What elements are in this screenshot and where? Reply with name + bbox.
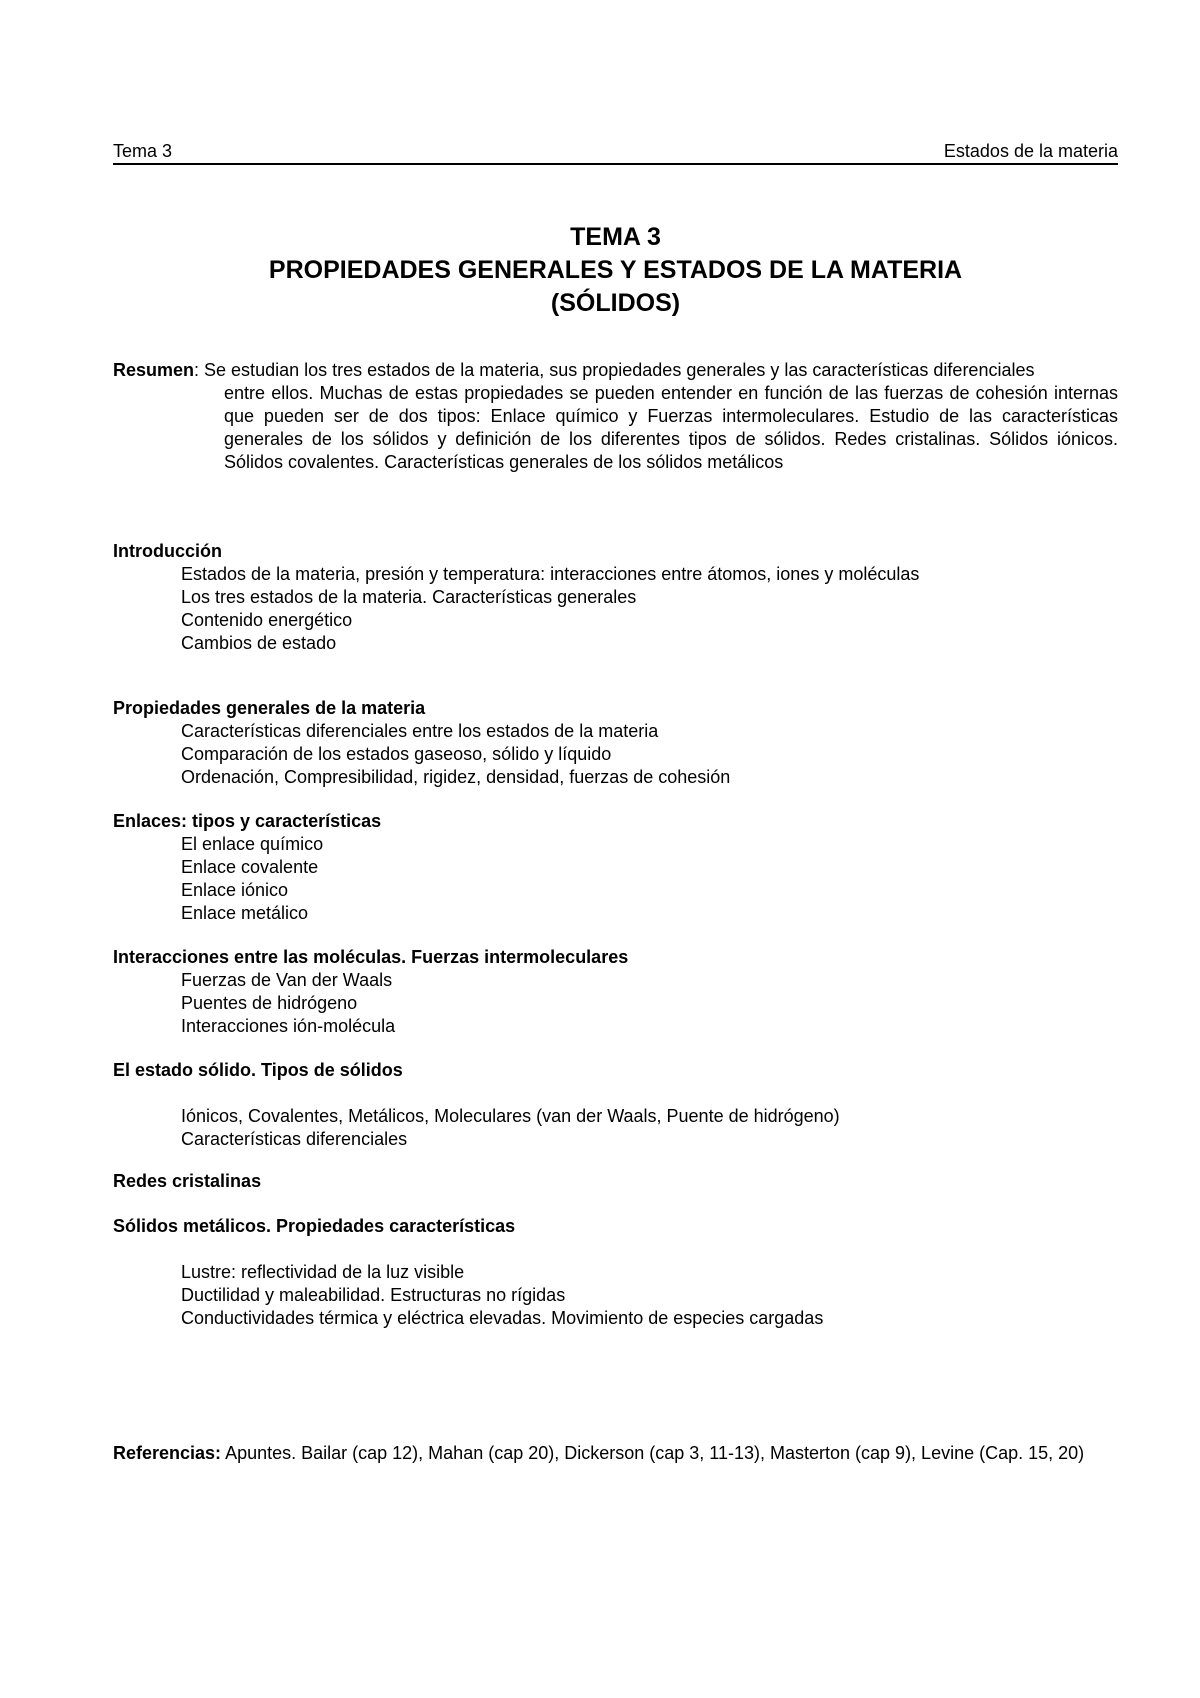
section-items <box>113 969 1118 1038</box>
list-item: Lustre: reflectividad de la luz visible <box>181 1262 465 1282</box>
list-item: Enlace metálico <box>181 903 309 923</box>
title-line-3: (SÓLIDOS) <box>550 289 681 317</box>
list-item: Estados de la materia, presión y temperatura: interacciones entre átomos, iones y moléculas <box>181 564 920 584</box>
section-items <box>113 1261 1118 1330</box>
section-estado-solido <box>113 1059 1118 1151</box>
section-introduccion <box>113 540 1118 655</box>
list-item: Cambios de estado <box>181 633 337 653</box>
section-heading: Introducción <box>113 541 222 561</box>
section-solidos-metalicos <box>113 1215 1118 1330</box>
list-item: Ordenación, Compresibilidad, rigidez, densidad, fuerzas de cohesión <box>181 767 731 787</box>
list-item: Características diferenciales <box>181 1129 408 1149</box>
title-line-2: PROPIEDADES GENERALES Y ESTADOS DE LA MATERIA <box>268 256 963 284</box>
section-redes-cristalinas <box>113 1170 1118 1193</box>
section-items <box>113 720 1118 789</box>
section-items <box>113 833 1118 925</box>
section-heading: Propiedades generales de la materia <box>113 698 426 718</box>
list-item: El enlace químico <box>181 834 324 854</box>
summary-body: entre ellos. Muchas de estas propiedades se pueden entender en función de las fuerzas de cohesión internas que pueden ser de dos tipos: Enlace químico y Fuerzas intermoleculares. Estudio de las características generales de los sólidos y definición de los diferentes tipos de sólidos. Redes cristalinas. Sólidos iónicos. Sólidos covalentes. Características generales de los sólidos metálicos <box>224 383 1118 472</box>
summary-label: Resumen <box>113 360 195 380</box>
section-items <box>113 563 1118 655</box>
list-item: Ductilidad y maleabilidad. Estructuras no rígidas <box>181 1285 566 1305</box>
section-heading: Interacciones entre las moléculas. Fuerzas intermoleculares <box>113 947 629 967</box>
summary-first-text: : Se estudian los tres estados de la materia, sus propiedades generales y las características diferenciales <box>194 360 1035 380</box>
header-left: Tema 3 <box>113 141 173 161</box>
running-header <box>113 141 1118 165</box>
references-text: Apuntes. Bailar (cap 12), Mahan (cap 20), Dickerson (cap 3, 11-13), Masterton (cap 9), Levine (Cap. 15, 20) <box>221 1443 1085 1463</box>
section-propiedades <box>113 697 1118 789</box>
list-item: Los tres estados de la materia. Características generales <box>181 587 637 607</box>
section-heading: El estado sólido. Tipos de sólidos <box>113 1060 403 1080</box>
section-heading: Enlaces: tipos y características <box>113 811 382 831</box>
section-interacciones <box>113 946 1118 1038</box>
section-items <box>113 1105 1118 1151</box>
title-line-1: TEMA 3 <box>570 223 661 251</box>
summary-first-line <box>113 359 1118 382</box>
list-item: Características diferenciales entre los estados de la materia <box>181 721 659 741</box>
list-item: Conductividades térmica y eléctrica elevadas. Movimiento de especies cargadas <box>181 1308 824 1328</box>
list-item: Comparación de los estados gaseoso, sólido y líquido <box>181 744 612 764</box>
list-item: Enlace iónico <box>181 880 289 900</box>
section-enlaces <box>113 810 1118 925</box>
references <box>113 1442 1118 1465</box>
section-heading: Redes cristalinas <box>113 1171 262 1191</box>
list-item: Enlace covalente <box>181 857 319 877</box>
summary <box>113 359 1118 474</box>
header-right: Estados de la materia <box>943 141 1118 161</box>
document-title <box>113 221 1118 320</box>
list-item: Interacciones ión-molécula <box>181 1016 396 1036</box>
section-heading: Sólidos metálicos. Propiedades características <box>113 1216 516 1236</box>
references-label: Referencias: <box>113 1443 222 1463</box>
list-item: Iónicos, Covalentes, Metálicos, Moleculares (van der Waals, Puente de hidrógeno) <box>181 1106 840 1126</box>
list-item: Fuerzas de Van der Waals <box>181 970 393 990</box>
list-item: Puentes de hidrógeno <box>181 993 358 1013</box>
list-item: Contenido energético <box>181 610 353 630</box>
